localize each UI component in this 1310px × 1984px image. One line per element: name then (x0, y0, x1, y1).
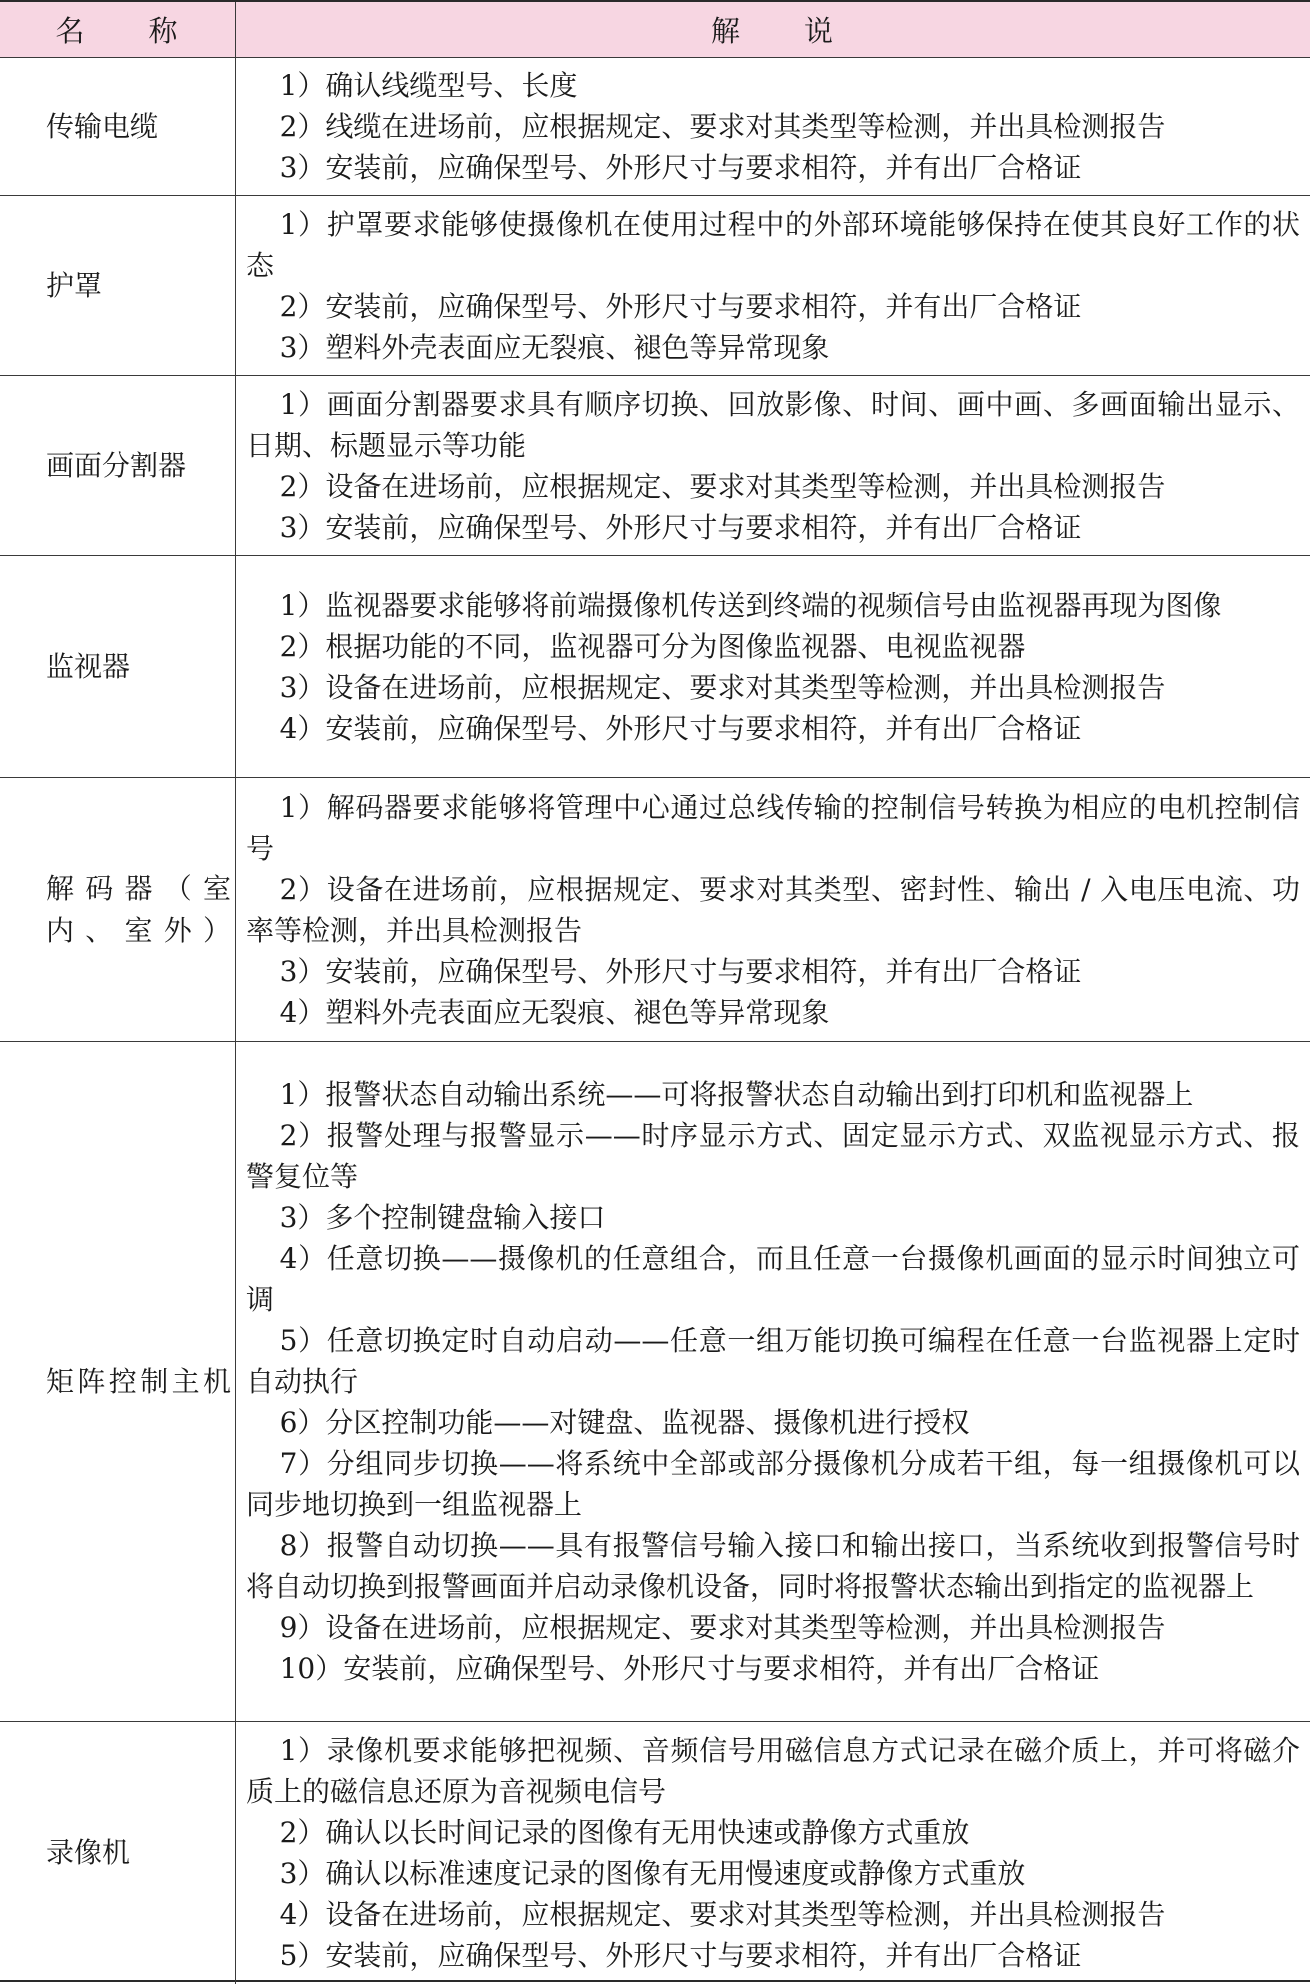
description-item: 2）确认以长时间记录的图像有无用快速或静像方式重放 (279, 1816, 970, 1849)
description-item: 1）护罩要求能够使摄像机在使用过程中的外部环境能够保持在使其良好工作的状态 (246, 207, 1300, 282)
description-item: 3）多个控制键盘输入接口 (279, 1201, 606, 1234)
row-name: 传输电缆 (46, 109, 159, 143)
description-item: 5）任意切换定时自动启动——任意一组万能切换可编程在任意一台监视器上定时自动执行 (246, 1324, 1300, 1398)
description-item: 2）设备在进场前，应根据规定、要求对其类型、密封性、输出 / 入电压电流、功率等检测，并出具检测报告 (246, 872, 1300, 947)
description-item: 2）线缆在进场前，应根据规定、要求对其类型等检测，并出具检测报告 (279, 110, 1166, 143)
description-item: 1）监视器要求能够将前端摄像机传送到终端的视频信号由监视器再现为图像 (279, 588, 1222, 622)
description-item: 9）设备在进场前，应根据规定、要求对其类型等检测，并出具检测报告 (279, 1611, 1166, 1644)
row-description-cell (236, 196, 1310, 376)
description-item: 4）塑料外壳表面应无裂痕、褪色等异常现象 (279, 995, 830, 1029)
description-item: 2）报警处理与报警显示——时序显示方式、固定显示方式、双监视显示方式、报警复位等 (246, 1119, 1300, 1193)
description-item: 1）解码器要求能够将管理中心通过总线传输的控制信号转换为相应的电机控制信号 (246, 790, 1300, 865)
description-item: 1）录像机要求能够把视频、音频信号用磁信息方式记录在磁介质上，并可将磁介质上的磁信息还原为音视频电信号 (246, 1734, 1300, 1808)
description-item: 7）分组同步切换——将系统中全部或部分摄像机分成若干组，每一组摄像机可以同步地切换到一组监视器上 (246, 1447, 1300, 1521)
description-item: 4）安装前，应确保型号、外形尺寸与要求相符，并有出厂合格证 (279, 711, 1082, 745)
header-description-column: 解 说 (236, 2, 1310, 58)
description-item: 10）安装前，应确保型号、外形尺寸与要求相符，并有出厂合格证 (279, 1652, 1100, 1685)
description-item: 4）任意切换——摄像机的任意组合，而且任意一台摄像机画面的显示时间独立可调 (246, 1242, 1300, 1316)
row-description-cell (236, 778, 1310, 1042)
description-item: 2）设备在进场前，应根据规定、要求对其类型等检测，并出具检测报告 (279, 469, 1166, 503)
row-name-cell (0, 556, 236, 778)
row-name: 护罩 (46, 268, 103, 302)
row-description-cell (236, 58, 1310, 196)
row-name-cell (0, 778, 236, 1042)
row-name: 解码器（室内、室外） (46, 871, 231, 947)
description-item: 4）设备在进场前，应根据规定、要求对其类型等检测，并出具检测报告 (279, 1898, 1166, 1931)
description-item: 6）分区控制功能——对键盘、监视器、摄像机进行授权 (279, 1406, 970, 1439)
row-name-cell (0, 196, 236, 376)
description-item: 8）报警自动切换——具有报警信号输入接口和输出接口，当系统收到报警信号时将自动切换到报警画面并启动录像机设备，同时将报警状态输出到指定的监视器上 (246, 1529, 1300, 1603)
row-description-cell (236, 376, 1310, 556)
description-item: 3）安装前，应确保型号、外形尺寸与要求相符，并有出厂合格证 (279, 151, 1082, 184)
row-name: 监视器 (46, 649, 131, 683)
description-item: 3）安装前，应确保型号、外形尺寸与要求相符，并有出厂合格证 (279, 954, 1082, 988)
header-name-column: 名 称 (0, 2, 236, 58)
row-name: 录像机 (46, 1836, 131, 1869)
description-item: 2）根据功能的不同，监视器可分为图像监视器、电视监视器 (279, 629, 1026, 663)
description-item: 1）画面分割器要求具有顺序切换、回放影像、时间、画中画、多画面输出显示、日期、标题显示等功能 (246, 387, 1300, 462)
row-name: 矩阵控制主机 (46, 1364, 231, 1398)
description-item: 1）确认线缆型号、长度 (279, 69, 578, 102)
description-item: 5）安装前，应确保型号、外形尺寸与要求相符，并有出厂合格证 (279, 1939, 1082, 1972)
description-item: 2）安装前，应确保型号、外形尺寸与要求相符，并有出厂合格证 (279, 289, 1082, 323)
description-item: 3）安装前，应确保型号、外形尺寸与要求相符，并有出厂合格证 (279, 510, 1082, 544)
description-item: 1）报警状态自动输出系统——可将报警状态自动输出到打印机和监视器上 (279, 1078, 1194, 1111)
description-item: 3）确认以标准速度记录的图像有无用慢速度或静像方式重放 (279, 1857, 1026, 1890)
row-name-cell (0, 1042, 236, 1722)
description-item: 3）设备在进场前，应根据规定、要求对其类型等检测，并出具检测报告 (279, 670, 1166, 704)
row-description-cell (236, 1722, 1310, 1984)
row-name-cell (0, 376, 236, 556)
row-name-cell (0, 58, 236, 196)
row-name-cell (0, 1722, 236, 1984)
row-name: 画面分割器 (46, 448, 187, 482)
description-item: 3）塑料外壳表面应无裂痕、褪色等异常现象 (279, 330, 830, 364)
row-description-cell (236, 556, 1310, 778)
row-description-cell (236, 1042, 1310, 1722)
